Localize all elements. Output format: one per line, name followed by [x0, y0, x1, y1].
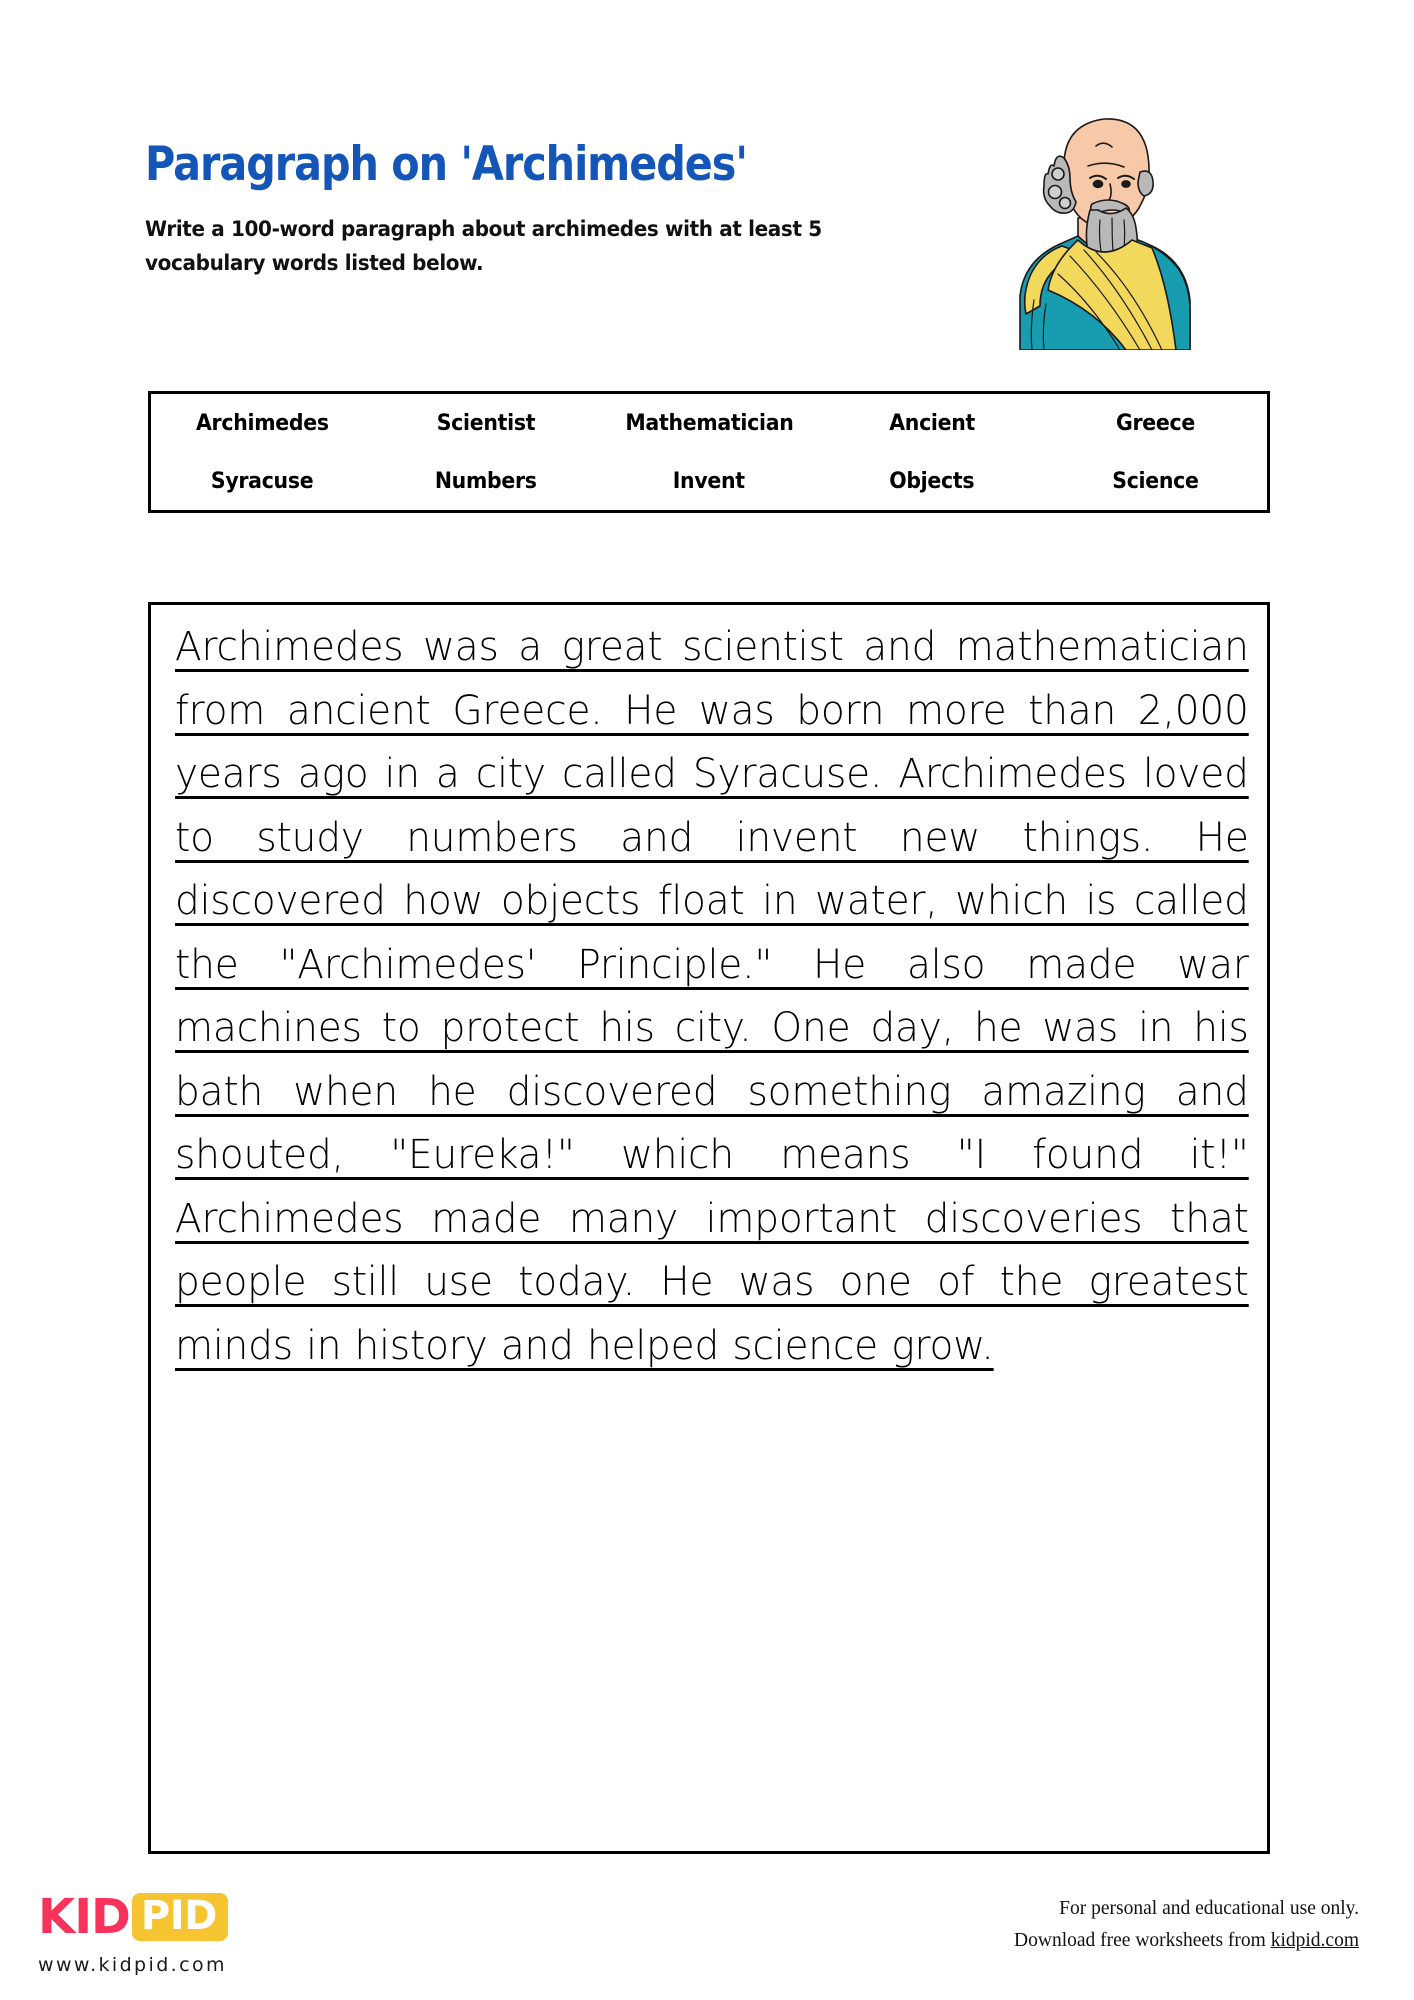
- logo-pid-text: PID: [140, 1893, 217, 1939]
- worksheet-header: [145, 137, 1045, 280]
- answer-paragraph-text[interactable]: Archimedes was a great scientist and mathematician from ancient Greece. He was born more than 2,000 years ago in a city called Syracuse. Archimedes loved to study numbers and invent new things. He discovered how objects float in water, which is called the "Archimedes' Principle." He also made war machines to protect his city. One day, he was in his bath when he discovered something amazing and shouted, "Eureka!" which means "I found it!" Archimedes made many important discoveries that people still use today. He was one of the greatest minds in history and helped science grow.: [175, 622, 1249, 1369]
- vocab-word: Ancient: [889, 410, 976, 436]
- kidpid-footer-link[interactable]: kidpid.com: [1270, 1930, 1359, 1952]
- footer-usage-note: [1014, 1893, 1359, 1957]
- logo-pid-badge: [132, 1893, 228, 1941]
- vocab-word: Numbers: [434, 468, 537, 494]
- page-title: Paragraph on 'Archimedes': [145, 137, 747, 192]
- vocabulary-word-box: [148, 391, 1270, 513]
- usage-line-1: For personal and educational use only.: [1059, 1898, 1359, 1919]
- vocab-word: Greece: [1115, 410, 1195, 436]
- vocab-word: Scientist: [436, 410, 536, 436]
- kidpid-logo: [38, 1890, 368, 1976]
- vocab-word: Mathematician: [624, 410, 794, 436]
- logo-wordmark: [38, 1890, 368, 1944]
- usage-line-2: [1014, 1925, 1359, 1957]
- worksheet-instructions: Write a 100-word paragraph about archimedes with at least 5 vocabulary words listed below.: [145, 217, 822, 276]
- vocab-word: Objects: [889, 468, 975, 494]
- vocab-word: Science: [1112, 468, 1199, 494]
- usage-line-2-prefix: Download free worksheets from: [1014, 1930, 1271, 1952]
- archimedes-portrait-illustration: [1000, 100, 1220, 350]
- vocab-word: Archimedes: [196, 410, 329, 436]
- vocabulary-grid: [151, 394, 1267, 510]
- answer-writing-box[interactable]: [148, 602, 1270, 1854]
- logo-kid-text: KID: [38, 1889, 130, 1945]
- vocab-word: Invent: [672, 468, 746, 494]
- site-url[interactable]: www.kidpid.com: [38, 1954, 227, 1976]
- vocab-word: Syracuse: [211, 468, 314, 494]
